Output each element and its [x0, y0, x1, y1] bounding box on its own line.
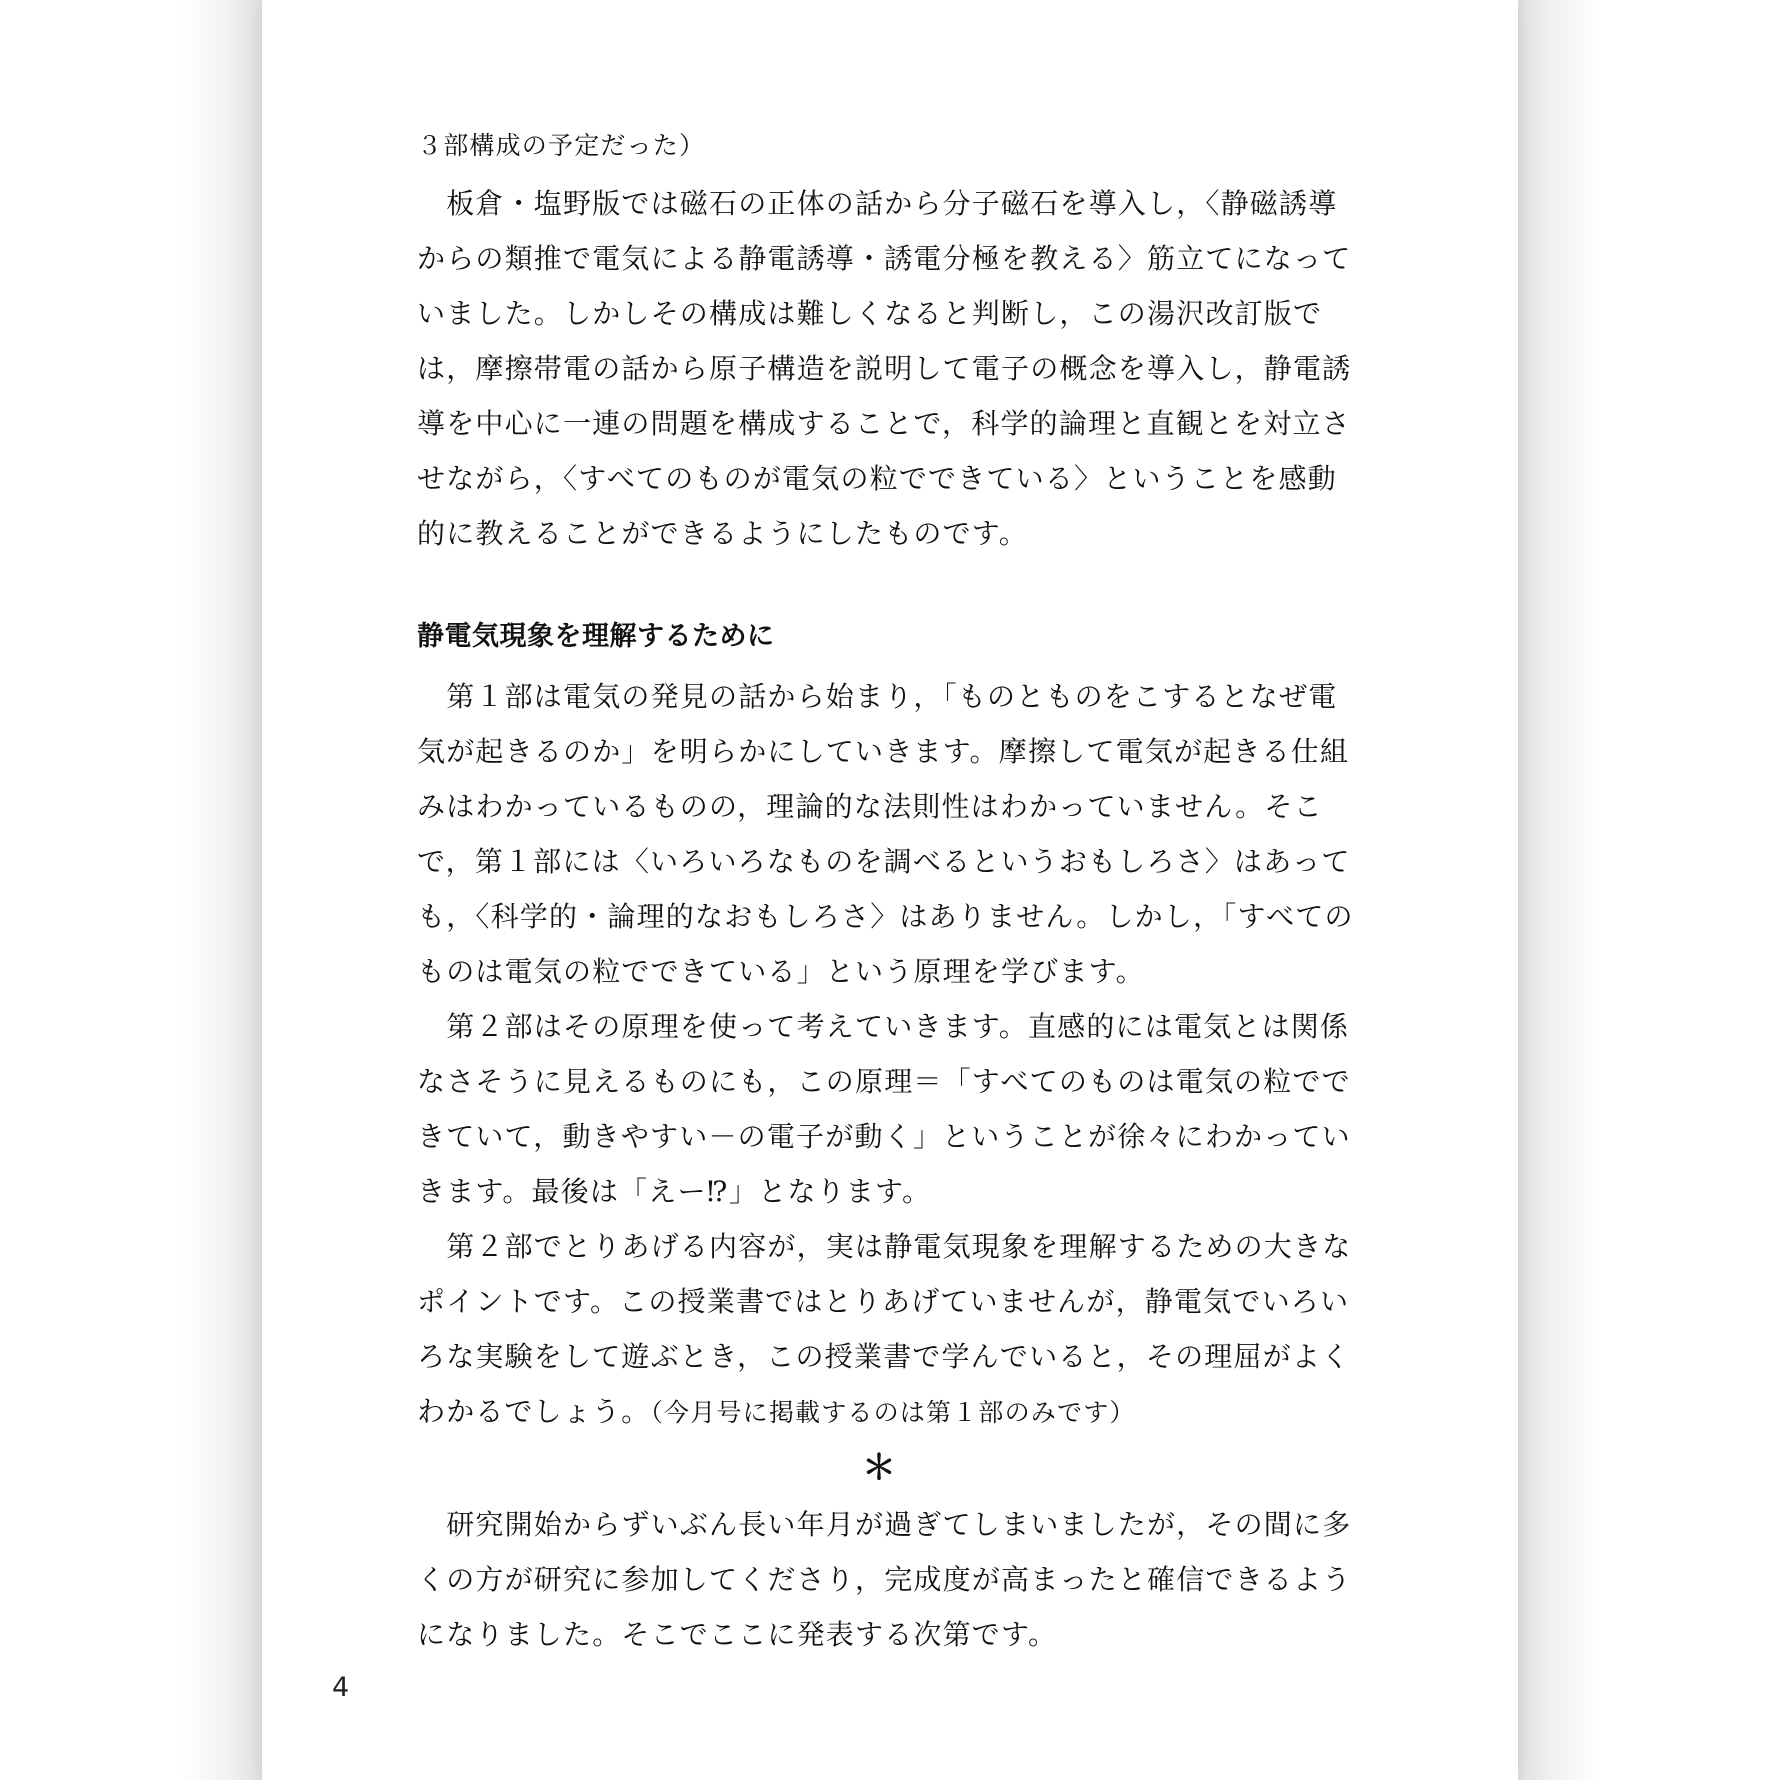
- top-fragment: ３部構成の予定だった）: [417, 131, 706, 160]
- intro-line: いました。しかしその構成は難しくなると判断し，この湯沢改訂版で: [417, 297, 1323, 330]
- page-number: 4: [332, 1672, 350, 1703]
- section-line-main: わかるでしょう。: [417, 1395, 651, 1428]
- closing-line: くの方が研究に参加してくださり，完成度が高まったと確信できるよう: [417, 1563, 1352, 1596]
- section-body: [417, 669, 1354, 1439]
- closing-line: 研究開始からずいぶん長い年月が過ぎてしまいましたが，その間に多: [417, 1508, 1352, 1541]
- intro-line: せながら，〈すべてのものが電気の粒でできている〉ということを感動: [417, 462, 1337, 495]
- section-line: 気が起きるのか」を明らかにしていきます。摩擦して電気が起きる仕組: [417, 735, 1350, 768]
- section-line: 第１部は電気の発見の話から始まり，「ものとものをこするとなぜ電: [417, 680, 1338, 713]
- section-line: も，〈科学的・論理的なおもしろさ〉はありません。しかし，「すべての: [417, 900, 1354, 933]
- page-shadow-right: [1518, 0, 1600, 1780]
- section-line: 第２部でとりあげる内容が，実は静電気現象を理解するための大きな: [417, 1230, 1352, 1263]
- section-line: ものは電気の粒でできている」という原理を学びます。: [417, 955, 1145, 988]
- intro-line: 的に教えることができるようにしたものです。: [417, 517, 1028, 550]
- top-fragment-block: [417, 118, 1337, 173]
- page-shadow-left: [180, 0, 262, 1780]
- intro-paragraph: [417, 176, 1352, 561]
- intro-line: 板倉・塩野版では磁石の正体の話から分子磁石を導入し，〈静磁誘導: [417, 187, 1338, 220]
- section-line: きていて，動きやすい－の電子が動く」ということが徐々にわかってい: [417, 1120, 1351, 1153]
- section-line: ろな実験をして遊ぶとき，この授業書で学んでいると，その理屈がよく: [417, 1340, 1351, 1373]
- closing-line: になりました。そこでここに発表する次第です。: [417, 1618, 1058, 1651]
- document-page: [262, 0, 1518, 1780]
- intro-line: 導を中心に一連の問題を構成することで，科学的論理と直観とを対立さ: [417, 407, 1351, 440]
- intro-line: からの類推で電気による静電誘導・誘電分極を教える〉筋立てになって: [417, 242, 1352, 275]
- closing-paragraph: [417, 1497, 1352, 1662]
- section-line: みはわかっているものの，理論的な法則性はわかっていません。そこ: [417, 790, 1323, 823]
- section-line: 第２部はその原理を使って考えていきます。直感的には電気とは関係: [417, 1010, 1350, 1043]
- intro-line: は，摩擦帯電の話から原子構造を説明して電子の概念を導入し，静電誘: [417, 352, 1352, 385]
- issue-note: （今月号に掲載するのは第１部のみです）: [650, 1398, 1136, 1427]
- section-line: なさそうに見えるものにも，この原理＝「すべてのものは電気の粒でで: [417, 1065, 1351, 1098]
- section-line: で，第１部には〈いろいろなものを調べるというおもしろさ〉はあって: [417, 845, 1351, 878]
- section-line: きます。最後は「えー⁉」となります。: [417, 1175, 932, 1208]
- section-separator: ＊: [862, 1448, 896, 1488]
- section-heading: 静電気現象を理解するために: [417, 621, 775, 652]
- section-line: ポイントです。この授業書ではとりあげていませんが，静電気でいろい: [417, 1285, 1350, 1318]
- section-line-last: [417, 1384, 1337, 1439]
